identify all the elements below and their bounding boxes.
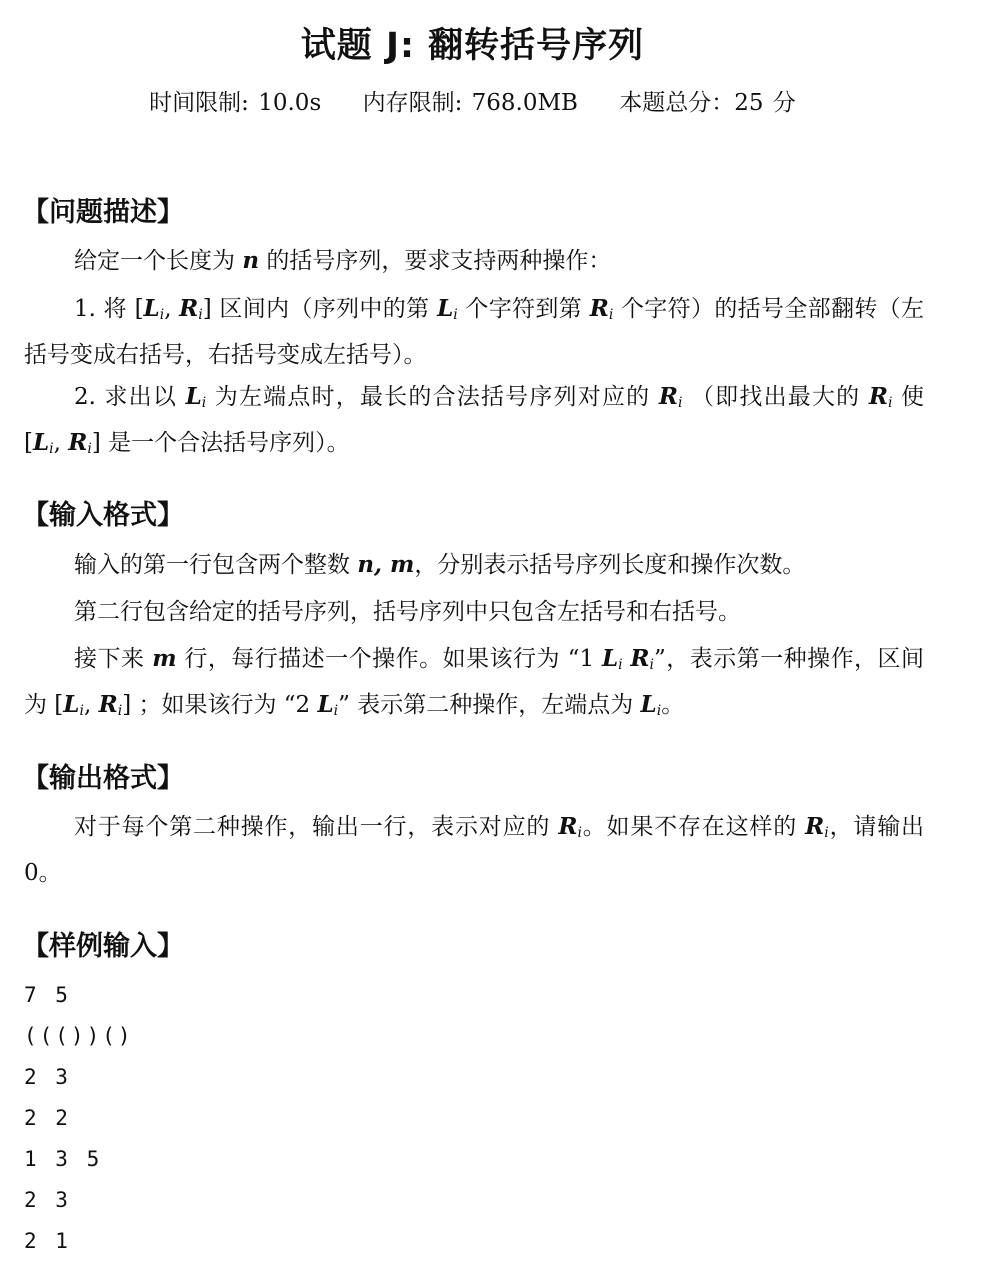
time-limit: 时间限制: 10.0s	[149, 90, 322, 116]
sample-line: ((())()	[24, 1024, 134, 1048]
sample-line: 7 5	[24, 983, 71, 1007]
sample-line: 2 2	[24, 1106, 71, 1130]
input-paragraph-2: 第二行包含给定的括号序列，括号序列中只包含左括号和右括号。	[74, 599, 741, 625]
description-paragraph-3: 2. 求出以 $L_i$ 为左端点时，最长的合法括号序列对应的 $R_i$ （即找出最大的 $R_i$ 使 [$L_i$, $R_i$] 是一个合法括号序列）。	[24, 383, 925, 457]
input-paragraph-3: 接下来 m 行，每行描述一个操作。如果该行为 “1 $L_i$ $R_i$”，表示第一种操作，区间为 [$L_i$, $R_i$] ；如果该行为 “2 $L_i$” 表示第二种操作，左端点为 $L_i$。	[24, 645, 925, 719]
input-paragraph-1: 输入的第一行包含两个整数 n, m，分别表示括号序列长度和操作次数。	[74, 551, 806, 578]
output-paragraph-1: 对于每个第二种操作，输出一行，表示对应的 $R_i$。如果不存在这样的 $R_i$，请输出 0。	[24, 813, 925, 886]
total-score: 本题总分：25 分	[619, 90, 796, 116]
description-paragraph-2: 1. 将 [$L_i$, $R_i$] 区间内（序列中的第 $L_i$ 个字符到第 $R_i$ 个字符）的括号全部翻转（左括号变成右括号，右括号变成左括号）。	[24, 295, 925, 368]
section-heading-sample-input: 【样例输入】	[22, 931, 184, 962]
section-heading-description: 【问题描述】	[22, 197, 184, 228]
description-paragraph-1: 给定一个长度为 n 的括号序列，要求支持两种操作：	[74, 247, 612, 274]
sample-line: 2 1	[24, 1229, 71, 1253]
problem-title: 试题 J: 翻转括号序列	[300, 26, 645, 66]
problem-meta	[0, 84, 945, 117]
section-heading-output: 【输出格式】	[22, 763, 184, 794]
sample-line: 2 3	[24, 1065, 71, 1089]
section-heading-input: 【输入格式】	[22, 500, 184, 531]
sample-line: 1 3 5	[24, 1147, 103, 1171]
memory-limit: 内存限制: 768.0MB	[362, 90, 578, 116]
sample-line: 2 3	[24, 1188, 71, 1212]
